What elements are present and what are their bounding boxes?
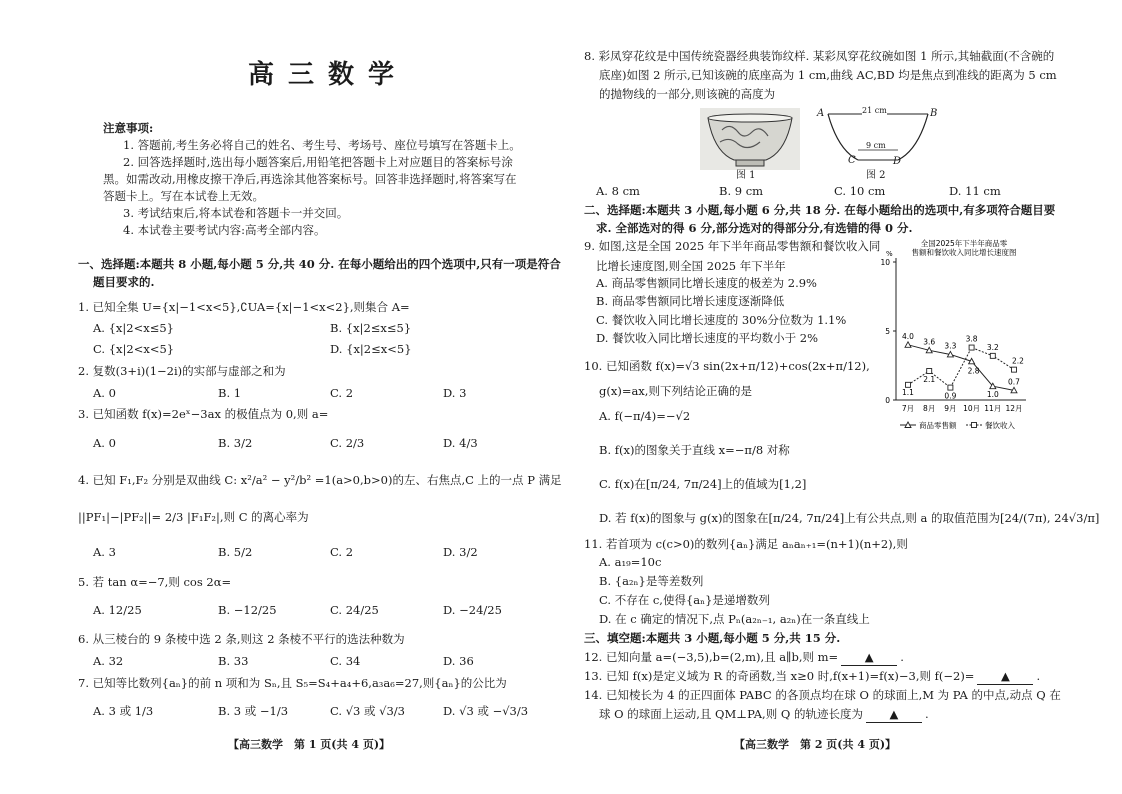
q2-option-c: C. 2 (330, 386, 354, 400)
bowl-photo-figure (700, 108, 800, 170)
dining-point (1012, 367, 1017, 372)
q1-option-d: D. {x|2≤x<5} (330, 342, 412, 356)
q8-option-b: B. 9 cm (719, 184, 764, 198)
q8-option-a: A. 8 cm (596, 184, 640, 198)
q8-option-c: C. 10 cm (834, 184, 886, 198)
y-axis-unit: % (886, 250, 893, 258)
q5-stem: 5. 若 tan α=−7,则 cos 2α= (78, 575, 232, 589)
q12-answer-blank: ▲ (841, 651, 897, 666)
dining-point (948, 385, 953, 390)
x-tick-label: 9月 (944, 404, 957, 413)
notice-line: 4. 本试卷主要考试内容:高考全部内容。 (123, 223, 326, 237)
q14-answer-blank: ▲ (866, 708, 922, 723)
notice-line: 1. 答题前,考生务必将自己的姓名、考生号、考场号、座位号填写在答题卡上。 (123, 138, 521, 152)
q7-option-c: C. √3 或 √3/3 (330, 704, 405, 718)
dining-data-label: 1.1 (902, 387, 914, 397)
q5-option-d: D. −24/25 (443, 603, 502, 617)
q2-stem: 2. 复数(3+i)(1−2i)的实部与虚部之和为 (78, 364, 286, 378)
q8-stem: 8. 彩凤穿花纹是中国传统瓷器经典装饰纹样. 某彩凤穿花纹碗如图 1 所示,其轴截面(不含碗的 (584, 49, 1055, 63)
notice-line: 黑。如需改动,用橡皮擦干净后,再选涂其他答案标号。回答非选择题时,将答案写在 (103, 172, 517, 186)
footer-left: 【高三数学 第 1 页(共 4 页)】 (228, 738, 391, 751)
section2-heading-cont: 求. 全部选对的得 6 分,部分选对的得部分分,有选错的得 0 分. (596, 221, 913, 235)
q6-option-b: B. 33 (218, 654, 249, 668)
x-tick-label: 7月 (901, 404, 915, 413)
retail-data-label: 3.3 (944, 341, 957, 351)
q1-option-c: C. {x|2<x<5} (93, 342, 175, 356)
q4-option-b: B. 5/2 (218, 545, 253, 559)
retail-data-label: 4.0 (902, 331, 914, 341)
dining-data-label: 2.2 (1012, 356, 1024, 366)
q9-option-d: D. 餐饮收入同比增长速度的平均数小于 2% (596, 331, 819, 345)
retail-point (905, 342, 911, 348)
q13-text: 13. 已知 f(x)是定义域为 R 的奇函数,当 x≥0 时,f(x+1)=f(x)−3,则 f(−2)= (584, 669, 975, 683)
dining-point (927, 369, 932, 374)
x-tick-label: 12月 (1005, 404, 1023, 413)
q8-stem-cont: 底座)如图 2 所示,已知该碗的底座高为 1 cm,曲线 AC,BD 均是焦点到准线的距离为 5 cm (599, 68, 1057, 82)
growth-rate-chart (874, 238, 1036, 438)
q9-option-b: B. 商品零售额同比增长速度逐渐降低 (596, 294, 785, 308)
page-title: 高三数学 (248, 60, 409, 90)
curve-ac (828, 114, 858, 160)
q6-stem: 6. 从三棱台的 9 条棱中选 2 条,则这 2 条棱不平行的选法种数为 (78, 632, 405, 646)
y-tick-label: 0 (885, 396, 890, 405)
legend-retail-label: 商品零售额 (919, 421, 957, 430)
q7-option-b: B. 3 或 −1/3 (218, 704, 289, 718)
retail-data-label: 1.0 (986, 390, 999, 400)
point-a-label: A (817, 108, 825, 119)
q2-option-b: B. 1 (218, 386, 242, 400)
q11-option-a: A. a₁₉=10c (599, 555, 662, 569)
q1-stem: 1. 已知全集 U={x|−1<x<5},∁UA={x|−1<x<2},则集合 A= (78, 300, 410, 314)
q7-option-a: A. 3 或 1/3 (93, 704, 154, 718)
q1-option-b: B. {x|2≤x≤5} (330, 321, 412, 335)
q12-stem (584, 651, 904, 666)
section1-heading: 一、选择题:本题共 8 小题,每小题 5 分,共 40 分. 在每小题给出的四个选项中,只有一项是符合 (78, 257, 561, 271)
q12-text: 12. 已知向量 a=(−3,5),b=(2,m),且 a∥b,则 m= (584, 650, 839, 664)
q7-option-d: D. √3 或 −√3/3 (443, 704, 529, 718)
q9-option-c: C. 餐饮收入同比增长速度的 30%分位数为 1.1% (596, 313, 847, 327)
q3-option-a: A. 0 (93, 436, 116, 450)
curve-bd (898, 114, 928, 160)
q5-option-c: C. 24/25 (330, 603, 379, 617)
dining-point (969, 345, 974, 350)
notice-line: 答题卡上。写在本试卷上无效。 (103, 189, 264, 203)
q4-option-d: D. 3/2 (443, 545, 478, 559)
q11-option-b: B. {a₂ₙ}是等差数列 (599, 574, 704, 588)
x-tick-label: 8月 (923, 404, 936, 413)
q2-option-a: A. 0 (93, 386, 116, 400)
q6-option-d: D. 36 (443, 654, 474, 668)
chart-title-line2: 售额和餐饮收入同比增长速度图 (911, 248, 1017, 257)
q3-stem: 3. 已知函数 f(x)=2eˣ−3ax 的极值点为 0,则 a= (78, 407, 329, 421)
q14-text: 球 O 的球面上运动,且 QM⊥PA,则 Q 的轨迹长度为 (599, 707, 863, 721)
q9-stem-cont: 比增长速度图,则全国 2025 年下半年 (596, 259, 786, 273)
q14-stem-cont (599, 708, 929, 723)
q10-stem-cont: g(x)=ax,则下列结论正确的是 (599, 384, 752, 398)
retail-data-label: 3.6 (923, 337, 936, 347)
q10-option-c: C. f(x)在[π/24, 7π/24]上的值域为[1,2] (599, 477, 807, 491)
x-tick-label: 11月 (984, 404, 1002, 413)
q12-period: . (900, 650, 904, 664)
q3-option-b: B. 3/2 (218, 436, 253, 450)
notice-line: 3. 考试结束后,将本试卷和答题卡一并交回。 (123, 206, 349, 220)
dining-data-label: 2.1 (923, 375, 936, 385)
q6-option-a: A. 32 (93, 654, 124, 668)
notice-heading: 注意事项: (103, 121, 154, 135)
q4-option-c: C. 2 (330, 545, 354, 559)
legend-dining-label: 餐饮收入 (985, 421, 1015, 430)
q2-option-d: D. 3 (443, 386, 467, 400)
q7-stem: 7. 已知等比数列{aₙ}的前 n 项和为 Sₙ,且 S₅=S₄+a₄+6,a₃a₆=27,则{aₙ}的公比为 (78, 676, 507, 690)
x-tick-label: 10月 (963, 404, 981, 413)
dining-point (990, 353, 995, 358)
q9-option-a: A. 商品零售额同比增长速度的极差为 2.9% (596, 276, 817, 290)
retail-data-label: 0.7 (1008, 377, 1020, 387)
dining-point (906, 382, 911, 387)
point-b-label: B (930, 108, 938, 119)
q9-stem: 9. 如图,这是全国 2025 年下半年商品零售额和餐饮收入同 (584, 239, 881, 253)
section1-heading-cont: 题目要求的. (93, 275, 155, 289)
q5-option-a: A. 12/25 (93, 603, 142, 617)
point-d-label: D (893, 156, 902, 167)
q13-period: . (1036, 669, 1041, 683)
q14-stem: 14. 已知棱长为 4 的正四面体 PABC 的各顶点均在球 O 的球面上,M 为 PA 的中点,动点 Q 在 (584, 688, 1061, 702)
q13-answer-blank: ▲ (977, 670, 1033, 685)
q5-option-b: B. −12/25 (218, 603, 277, 617)
dining-data-label: 3.8 (965, 334, 978, 344)
q13-stem (584, 670, 1040, 685)
dining-data-label: 0.9 (944, 391, 957, 401)
bottom-length-label: 9 cm (866, 141, 886, 150)
bowl-base (736, 160, 764, 166)
q8-stem-cont: 的抛物线的一部分,则该碗的高度为 (599, 87, 776, 101)
q11-option-c: C. 不存在 c,使得{aₙ}是递增数列 (599, 593, 770, 607)
q11-stem: 11. 若首项为 c(c>0)的数列{aₙ}满足 aₙaₙ₊₁=(n+1)(n+2),则 (584, 537, 908, 551)
bowl-rim (708, 114, 792, 122)
q11-option-d: D. 在 c 确定的情况下,点 Pₙ(a₂ₙ₋₁, a₂ₙ)在一条直线上 (599, 612, 870, 626)
dining-data-label: 3.2 (986, 342, 999, 352)
retail-data-label: 2.8 (967, 366, 980, 376)
chart-title-line1: 全国2025年下半年商品零 (920, 239, 1008, 248)
footer-right: 【高三数学 第 2 页(共 4 页)】 (734, 738, 897, 751)
q4-stem-cont: ||PF₁|−|PF₂||= 2/3 |F₁F₂|,则 C 的离心率为 (78, 510, 309, 524)
q8-option-d: D. 11 cm (949, 184, 1001, 198)
q1-option-a: A. {x|2<x≤5} (93, 321, 174, 335)
q3-option-d: D. 4/3 (443, 436, 478, 450)
q10-option-b: B. f(x)的图象关于直线 x=−π/8 对称 (599, 443, 790, 457)
section3-heading: 三、填空题:本题共 3 小题,每小题 5 分,共 15 分. (584, 631, 841, 645)
legend-dining-marker (972, 423, 977, 428)
q14-period: . (924, 707, 929, 721)
q4-option-a: A. 3 (93, 545, 116, 559)
q6-option-c: C. 34 (330, 654, 361, 668)
y-tick-label: 5 (885, 327, 890, 336)
notice-line: 2. 回答选择题时,选出每小题答案后,用铅笔把答题卡上对应题目的答案标号涂 (123, 155, 513, 169)
top-length-label: 21 cm (862, 106, 887, 115)
figure-2-caption: 图 2 (866, 170, 886, 181)
y-tick-label: 10 (880, 258, 890, 267)
point-c-label: C (848, 155, 856, 166)
q10-option-a: A. f(−π/4)=−√2 (599, 409, 691, 423)
q3-option-c: C. 2/3 (330, 436, 365, 450)
q10-option-d: D. 若 f(x)的图象与 g(x)的图象在[π/24, 7π/24]上有公共点,则 a 的取值范围为[24/(7π), 24√3/π] (599, 511, 1100, 525)
figure-1-caption: 图 1 (736, 170, 756, 181)
q4-stem: 4. 已知 F₁,F₂ 分别是双曲线 C: x²/a² − y²/b² =1(a>0,b>0)的左、右焦点,C 上的一点 P 满足 (78, 473, 562, 487)
q10-stem: 10. 已知函数 f(x)=√3 sin(2x+π/12)+cos(2x+π/12), (584, 359, 870, 373)
section2-heading: 二、选择题:本题共 3 小题,每小题 6 分,共 18 分. 在每小题给出的选项中,有多项符合题目要 (584, 203, 1056, 217)
